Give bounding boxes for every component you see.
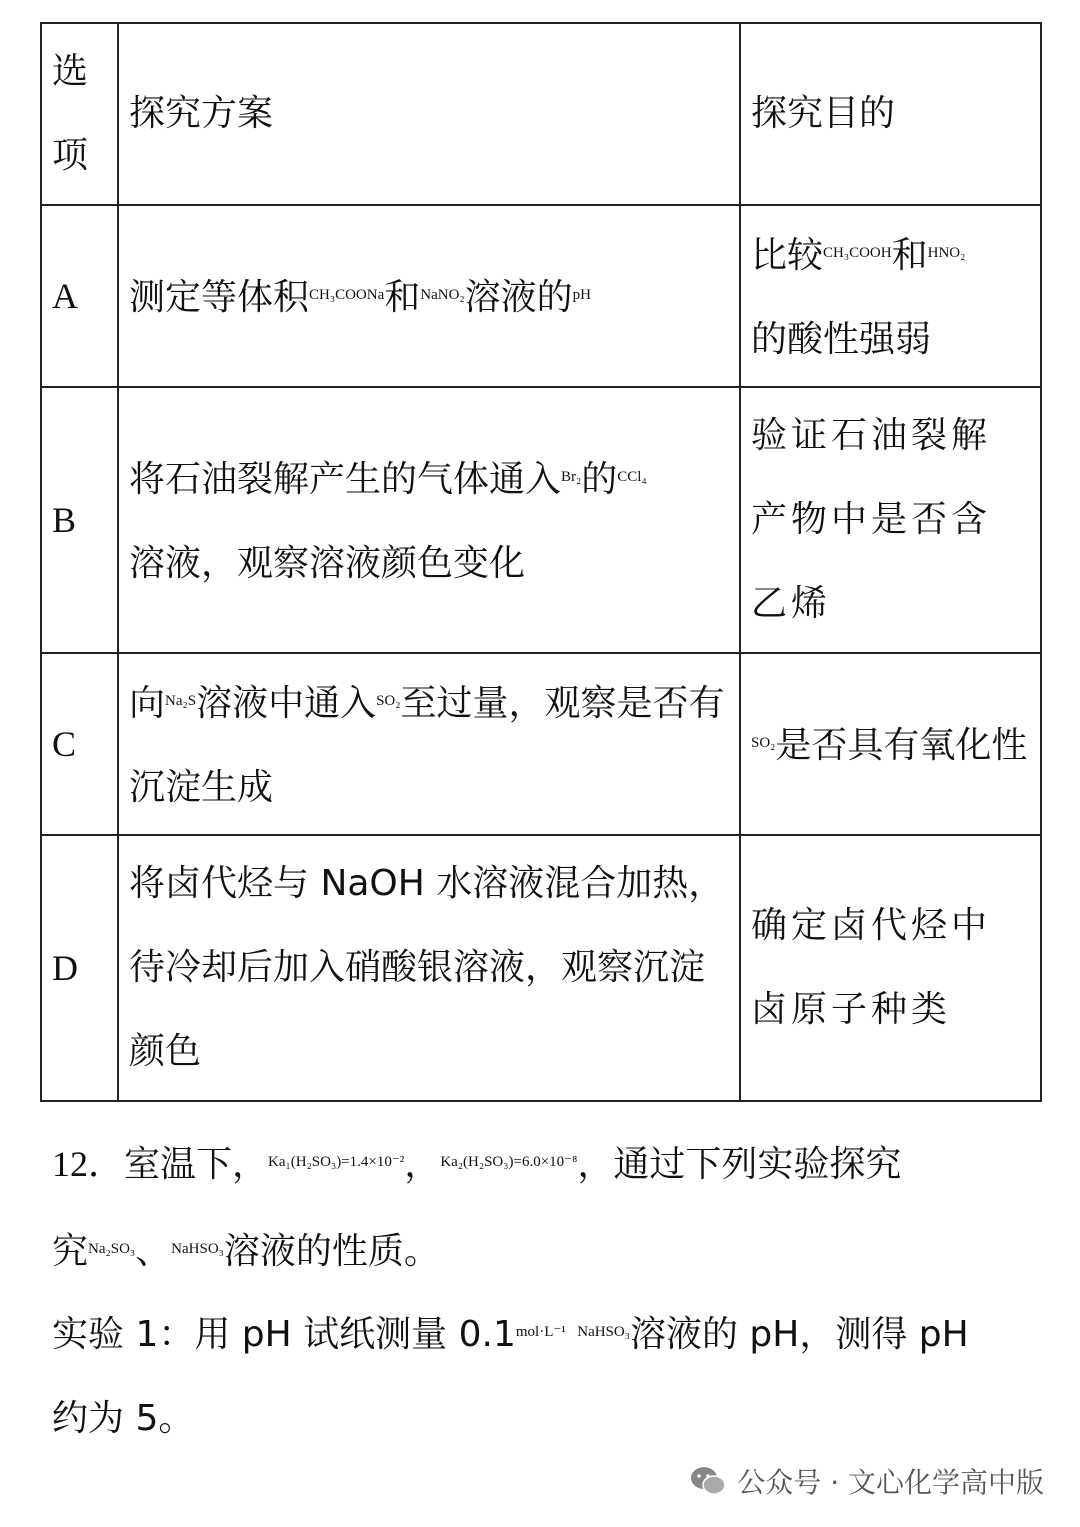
row-plan: 将卤代烃与 NaOH 水溶液混合加热，待冷却后加入硝酸银溶液，观察沉淀颜色 bbox=[118, 835, 740, 1101]
wechat-icon bbox=[689, 1465, 727, 1497]
table-row bbox=[41, 835, 1041, 1101]
row-plan: 向$^{Na_2S}$溶液中通入$^{SO_2}$至过量，观察是否有沉淀生成 bbox=[118, 653, 740, 835]
question-12: 12．室温下，$^{Ka_1(H_2SO_3)=1.4\times 10^{-2}}$，$^{Ka_2(H_2SO_3)=6.0\times 10^{-8}}$，通过下列实验探究 究$^{Na_2SO_3}$、$^{NaHSO_3}$溶液的性质。 bbox=[52, 1144, 902, 1272]
row-purpose: 验证石油裂解产物中是否含乙烯 bbox=[740, 387, 1041, 653]
table-row bbox=[41, 653, 1041, 835]
row-option: C bbox=[41, 653, 118, 835]
table-row bbox=[41, 205, 1041, 387]
row-option: B bbox=[41, 387, 118, 653]
row-plan: 测定等体积$^{CH_3COONa}$和$^{NaNO_2}$溶液的$^{pH}$ bbox=[118, 205, 740, 387]
header-plan: 探究方案 bbox=[118, 23, 740, 205]
table-header-row bbox=[41, 23, 1041, 205]
row-plan: 将石油裂解产生的气体通入$^{Br_2}$的$^{CCl_4}$ 溶液，观察溶液颜色变化 bbox=[118, 387, 740, 653]
experiment-1: 实验 1：用 pH 试纸测量 $0.1^{mol\cdot L^{-1}}$ $^{NaHSO_3}$溶液的 pH，测得 pH 约为 5。 bbox=[52, 1314, 969, 1439]
row-option: A bbox=[41, 205, 118, 387]
question-line2: 究$^{Na_2SO_3}$、$^{NaHSO_3}$溶液的性质。 bbox=[52, 1231, 440, 1272]
table-row bbox=[41, 387, 1041, 653]
row-option: D bbox=[41, 835, 118, 1101]
row-purpose: $^{SO_2}$是否具有氧化性 bbox=[740, 653, 1041, 835]
watermark-text: 公众号 · 文心化学高中版 bbox=[737, 1466, 1044, 1499]
watermark bbox=[689, 1461, 1044, 1501]
header-option: 选 项 bbox=[41, 23, 118, 205]
experiment-table bbox=[40, 22, 1042, 1102]
row-purpose: 比较$^{CH_3COOH}$和$^{HNO_2}$ 的酸性强弱 bbox=[740, 205, 1041, 387]
header-purpose: 探究目的 bbox=[740, 23, 1041, 205]
row-purpose: 确定卤代烃中卤原子种类 bbox=[740, 835, 1041, 1101]
